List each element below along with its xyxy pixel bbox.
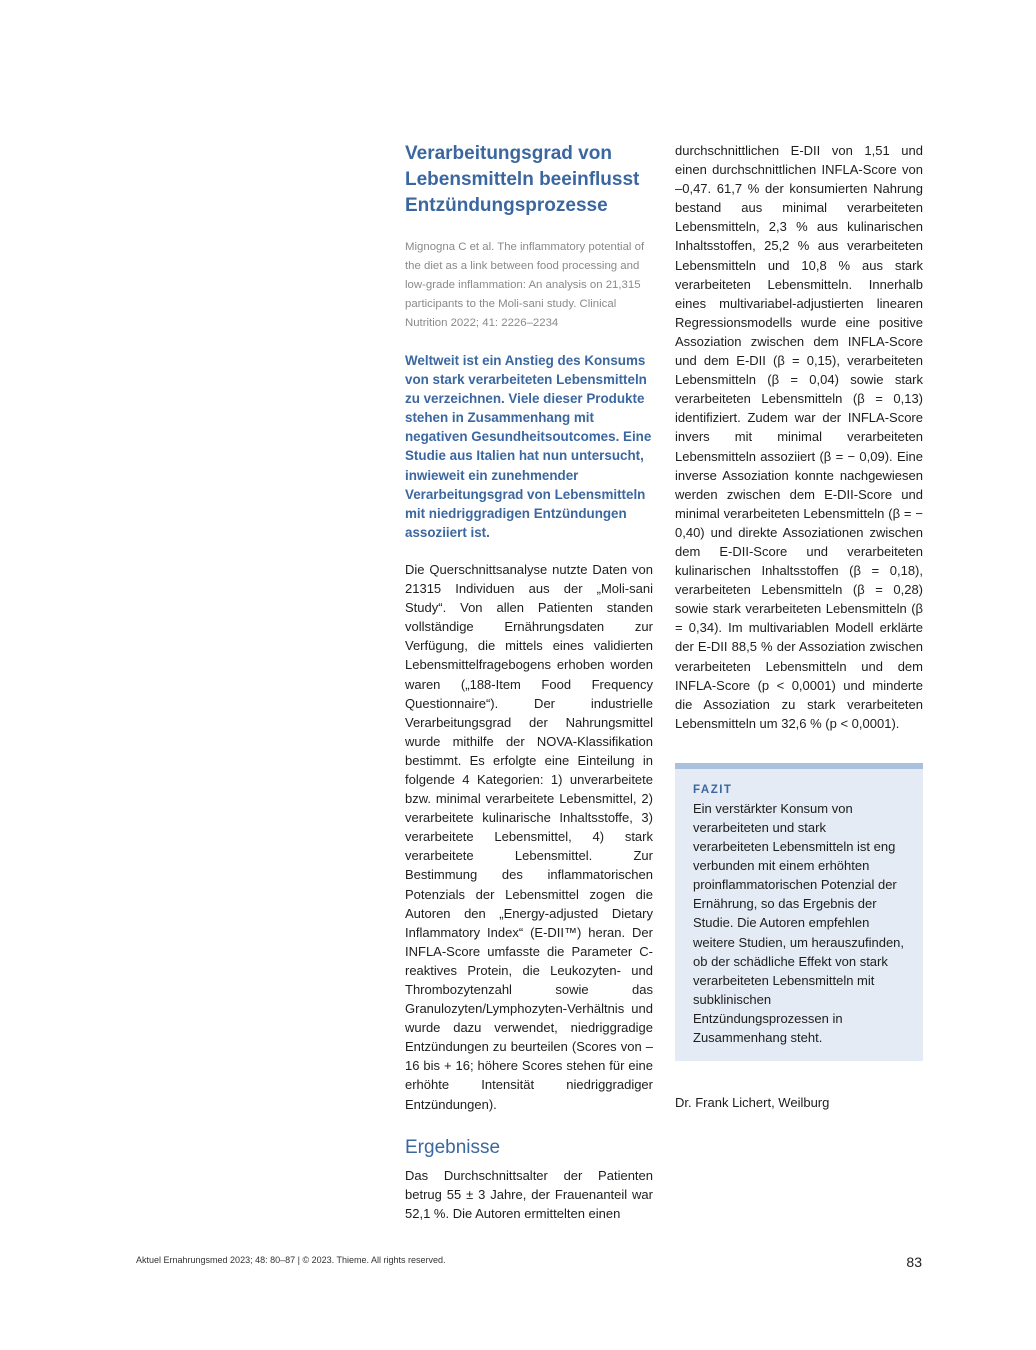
results-paragraph-continuation: durchschnittlichen E-DII von 1,51 und einen durchschnittlichen INFLA-Score von –0,47. 61,7 % der konsumierten Nahrung bestand aus minimal verarbeiteten Lebensmitteln, 2,3 % aus kulinarischen Inhaltsstoffen, 25,2 % aus verarbeiteten Lebensmitteln und 10,8 % aus stark verarbeiteten Lebensmitteln. Innerhalb eines multivariabel-adjustierten linearen Regressionsmodells wurde eine positive Assoziation zwischen dem INFLA-Score und dem E-DII (β = 0,15), verarbeiteten Lebensmitteln (β = 0,04) sowie stark verarbeiteten Lebensmitteln (β = 0,13) identifiziert. Zudem war der INFLA-Score invers mit minimal verarbeiteten Lebensmitteln assoziiert (β = − 0,09). Eine inverse Assoziation konnte nachgewiesen werden zwischen dem E-DII-Score und minimal verarbeiteten Lebensmitteln (β = − 0,40) und direkte Assoziationen zwischen dem E-DII-Score und verarbeiteten kulinarischen Inhaltsstoffen (β = 0,18), verarbeiteten Lebensmitteln (β = 0,28) sowie stark verarbeiteten Lebensmitteln (β = 0,34). Im multivariablen Modell erklärte der E-DII 88,5 % der Assoziation zwischen verarbeiteten Lebensmitteln und dem INFLA-Score (p < 0,0001) und minderte die Assoziation zu stark verarbeiteten Lebensmitteln um 32,6 % (p < 0,0001). (675, 143, 923, 731)
right-column (675, 141, 923, 1112)
article-citation: Mignogna C et al. The inflammatory potential of the diet as a link between food processing and low-grade inflammation: An analysis on 21,315 participants to the Moli-sani study. Clinical Nutrition 2022; 41: 2226–2234 (405, 241, 645, 329)
left-column (405, 141, 653, 1223)
article-headline: Verarbeitungsgrad von Lebensmitteln beeinflusst Entzündungsprozesse (405, 143, 640, 216)
fazit-text: Ein verstärkter Konsum von verarbeiteten und stark verarbeiteten Lebensmitteln ist eng verbunden mit einem erhöhten proinflammatorischen Potenzial der Ernährung, so das Ergebnis der Studie. Die Autoren empfehlen weitere Studien, um herauszufinden, ob der schädliche Effekt von stark verarbeiteten Lebensmitteln mit subklinischen Entzündungsprozessen in Zusammenhang steht. (693, 800, 905, 1046)
page-number: 83 (906, 1254, 922, 1270)
author-byline: Dr. Frank Lichert, Weilburg (675, 1095, 830, 1111)
fazit-title: FAZIT (693, 783, 733, 796)
methods-paragraph: Die Querschnittsanalyse nutzte Daten von 21315 Individuen aus der „Moli-sani Study“. Von allen Patienten standen vollständige Ernährungsdaten zur Verfügung, die mittels eines validierten Lebensmittelfragebogens erhoben worden waren („188-Item Food Frequency Questionnaire“). Der industrielle Verarbeitungsgrad der Nahrungsmittel wurde mithilfe der NOVA-Klassifikation bestimmt. Es erfolgte eine Einteilung in folgende 4 Kategorien: 1) unverarbeitete bzw. minimal verarbeitete Lebensmittel, 2) verarbeitete kulinarische Inhaltsstoffe, 3) verarbeitete Lebensmittel, 4) stark verarbeitete Lebensmittel. Zur Bestimmung des inflammatorischen Potenzials der Lebensmittel zogen die Autoren den „Energy-adjusted Dietary Inflammatory Index“ (E-DII™) heran. Der INFLA-Score umfasste die Parameter C-reaktives Protein, die Leukozyten- und Thrombozytenzahl sowie das Granulozyten/Lymphozyten-Verhältnis und wurde dazu verwendet, niedriggradige Entzündungen zu beurteilen (Scores von –16 bis + 16; höhere Scores stehen für eine erhöhte Intensität niedriggradiger Entzündungen). (405, 561, 653, 1112)
results-heading: Ergebnisse (405, 1136, 501, 1158)
article-lead: Weltweit ist ein Anstieg des Konsums von stark verarbeiteten Lebensmitteln zu verzeichnen. Viele dieser Produkte stehen in Zusammenhang mit negativen Gesundheitsoutcomes. Eine Studie aus Italien hat nun untersucht, inwieweit ein zunehmender Verarbeitungsgrad von Lebensmitteln mit niedriggradigen Entzündungen assoziiert ist. (405, 353, 652, 540)
footer-source: Aktuel Ernahrungsmed 2023; 48: 80–87 | © 2023. Thieme. All rights reserved. (136, 1255, 446, 1265)
fazit-box (675, 763, 923, 1061)
results-paragraph: Das Durchschnittsalter der Patienten betrug 55 ± 3 Jahre, der Frauenanteil war 52,1 %. Die Autoren ermittelten einen (405, 1167, 653, 1221)
